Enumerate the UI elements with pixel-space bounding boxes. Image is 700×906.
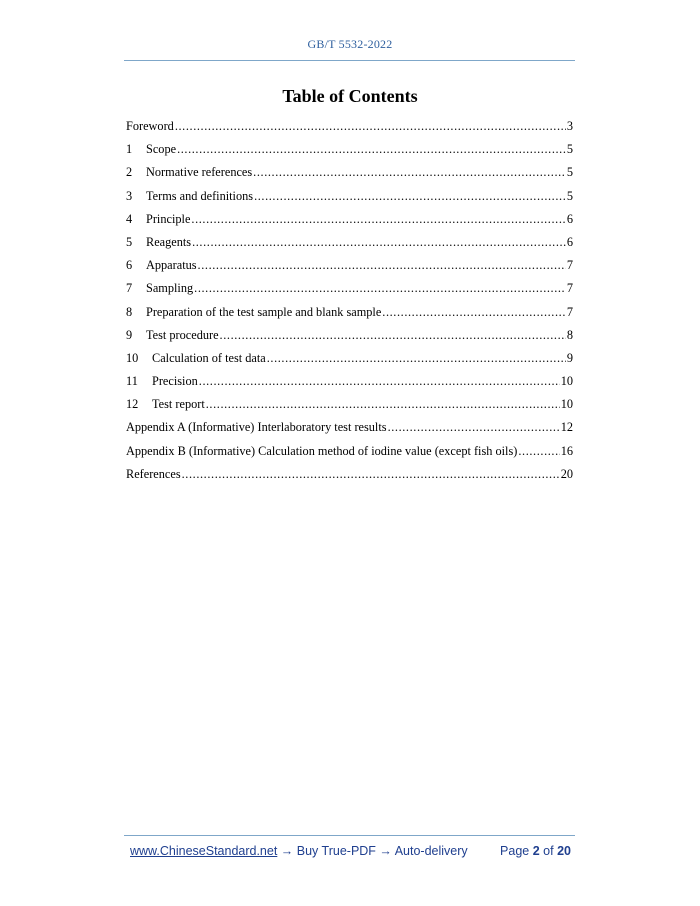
toc-entry-page: 5 — [566, 142, 573, 157]
toc-entry-normative-references[interactable] — [126, 165, 573, 188]
toc-entry-page: 10 — [560, 374, 573, 389]
toc-entry-number: 6 — [126, 258, 133, 273]
toc-entry-label: Calculation of test data — [152, 350, 266, 365]
toc-entry-number: 9 — [126, 327, 133, 342]
toc-dot-leader — [192, 235, 566, 250]
toc-dot-leader — [194, 281, 566, 296]
toc-entry-label: Appendix A (Informative) Interlaboratory test results — [126, 420, 387, 435]
toc-entry-number: 8 — [126, 304, 133, 319]
toc-dot-leader — [220, 328, 566, 343]
toc-entry-number: 7 — [126, 281, 133, 296]
table-of-contents — [126, 119, 573, 490]
page-indicator — [500, 844, 571, 858]
toc-entry-preparation[interactable] — [126, 305, 573, 328]
toc-entry-label: References — [126, 466, 181, 481]
toc-entry-sampling[interactable] — [126, 281, 573, 304]
toc-entry-page: 6 — [566, 234, 573, 249]
toc-dot-leader — [253, 165, 566, 180]
toc-entry-test-report[interactable] — [126, 397, 573, 420]
toc-entry-page: 7 — [566, 258, 573, 273]
toc-dot-leader — [175, 119, 566, 134]
footer-rule — [124, 835, 575, 836]
toc-entry-number: 5 — [126, 234, 133, 249]
page-total: 20 — [557, 844, 571, 858]
toc-entry-reagents[interactable] — [126, 235, 573, 258]
toc-entry-label: Appendix B (Informative) Calculation method of iodine value (except fish oils) — [126, 443, 518, 458]
toc-dot-leader — [182, 467, 560, 482]
toc-entry-number: 10 — [126, 350, 139, 365]
page-title: Table of Contents — [282, 86, 418, 106]
toc-dot-leader — [198, 258, 566, 273]
toc-entry-test-procedure[interactable] — [126, 328, 573, 351]
toc-entry-terms-and-definitions[interactable] — [126, 189, 573, 212]
toc-entry-label: Sampling — [146, 281, 194, 296]
toc-entry-label: Foreword — [126, 119, 174, 133]
toc-entry-page: 7 — [566, 304, 573, 319]
toc-dot-leader — [518, 444, 559, 459]
toc-dot-leader — [177, 142, 566, 157]
toc-entry-page: 7 — [566, 281, 573, 296]
toc-entry-page: 6 — [566, 211, 573, 226]
toc-entry-label: Test procedure — [146, 327, 219, 342]
toc-entry-number: 2 — [126, 165, 133, 180]
toc-entry-principle[interactable] — [126, 212, 573, 235]
toc-entry-page: 8 — [566, 327, 573, 342]
page-of-label: of — [543, 844, 554, 858]
running-header: GB/T 5532-2022 — [307, 37, 393, 51]
footer-promo — [130, 844, 468, 858]
toc-dot-leader — [191, 212, 565, 227]
toc-entry-label: Scope — [146, 142, 177, 157]
header-rule — [124, 60, 575, 61]
toc-entry-label: Principle — [146, 211, 191, 226]
toc-entry-page: 20 — [560, 466, 573, 481]
toc-dot-leader — [388, 420, 560, 435]
toc-entry-page: 9 — [566, 350, 573, 365]
toc-dot-leader — [382, 305, 566, 320]
toc-entry-label: Normative references — [146, 165, 253, 180]
page-current: 2 — [532, 844, 540, 858]
toc-entry-label: Apparatus — [146, 258, 197, 273]
toc-dot-leader — [206, 397, 560, 412]
toc-entry-number: 3 — [126, 188, 133, 203]
toc-entry-number: 1 — [126, 142, 133, 157]
toc-entry-apparatus[interactable] — [126, 258, 573, 281]
toc-entry-number: 11 — [126, 374, 138, 389]
toc-entry-number: 12 — [126, 397, 139, 412]
toc-entry-label: Precision — [152, 374, 198, 389]
toc-entry-foreword[interactable] — [126, 119, 573, 142]
toc-entry-scope[interactable] — [126, 142, 573, 165]
toc-entry-number: 4 — [126, 211, 133, 226]
toc-entry-page: 5 — [566, 165, 573, 180]
toc-entry-calculation[interactable] — [126, 351, 573, 374]
toc-entry-label: Preparation of the test sample and blank sample — [146, 304, 382, 319]
toc-entry-appendix-b[interactable] — [126, 444, 573, 467]
toc-entry-references[interactable] — [126, 467, 573, 490]
footer-promo-text: → Buy True-PDF → Auto-delivery — [277, 844, 468, 858]
toc-entry-page: 3 — [566, 119, 573, 133]
toc-entry-precision[interactable] — [126, 374, 573, 397]
website-link[interactable]: www.ChineseStandard.net — [130, 844, 278, 858]
toc-dot-leader — [254, 189, 566, 204]
toc-entry-label: Test report — [152, 397, 205, 412]
toc-entry-label: Terms and definitions — [146, 188, 254, 203]
toc-dot-leader — [267, 351, 566, 366]
toc-dot-leader — [199, 374, 560, 389]
page-label: Page — [500, 844, 530, 858]
toc-entry-page: 12 — [560, 420, 573, 435]
toc-entry-page: 10 — [560, 397, 573, 412]
toc-entry-page: 16 — [560, 443, 573, 458]
toc-entry-appendix-a[interactable] — [126, 420, 573, 443]
toc-entry-page: 5 — [566, 188, 573, 203]
toc-entry-label: Reagents — [146, 234, 192, 249]
